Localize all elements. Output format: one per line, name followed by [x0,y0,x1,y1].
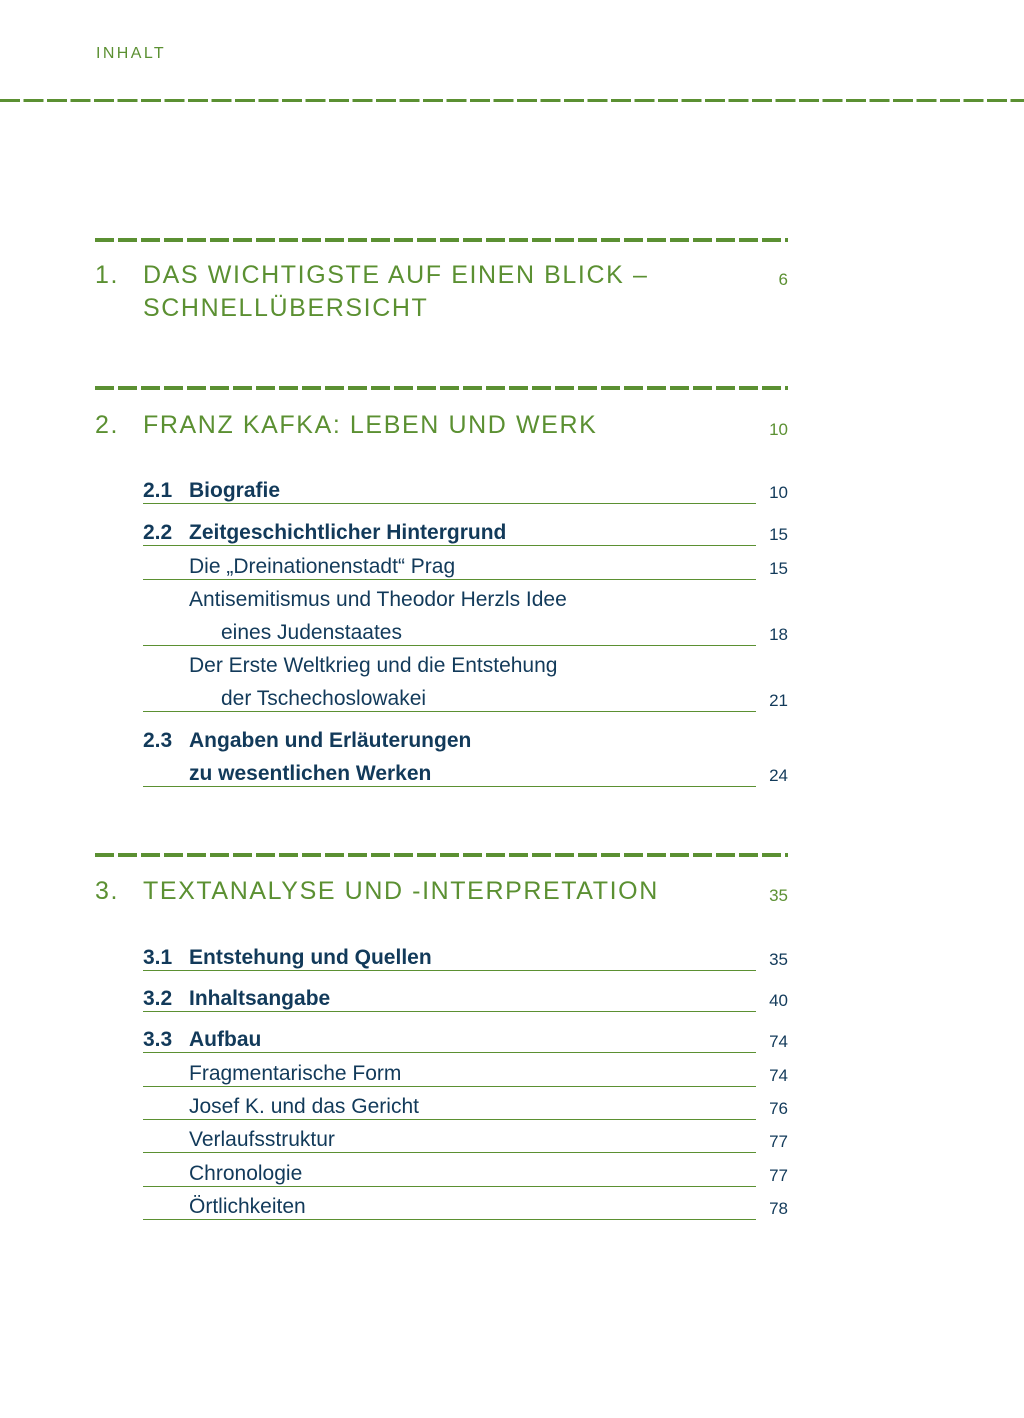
dot-leader [143,1052,756,1053]
entry-page-number: 74 [769,1066,788,1085]
entry-title: Josef K. und das Gericht [189,1095,429,1119]
entry-page-number: 77 [769,1166,788,1185]
entry-title-line-2: zu wesentlichen Werken [189,762,441,786]
entry-title: Entstehung und Quellen [189,946,442,970]
entry-number: 3.3 [143,1028,173,1051]
toc-entry-2-1[interactable] [143,479,788,513]
chapter-3-dashed-rule [95,853,788,857]
dot-leader [143,1186,756,1187]
toc-entry-oertlichkeiten[interactable] [143,1195,788,1229]
toc-entry-fragmentarische-form[interactable] [143,1062,788,1096]
dot-leader [143,503,756,504]
entry-page-number: 78 [769,1199,788,1218]
entry-number: 3.1 [143,946,173,969]
entry-number: 2.1 [143,479,173,502]
entry-page-number: 40 [769,991,788,1010]
dot-leader [143,970,756,971]
entry-number: 2.3 [143,729,173,752]
entry-title: Verlaufsstruktur [189,1128,345,1152]
entry-page-number: 15 [769,525,788,544]
running-header: INHALT [96,45,167,62]
dot-leader [143,1086,756,1087]
entry-title: Inhaltsangabe [189,987,340,1011]
toc-entry-3-2[interactable] [143,987,788,1021]
entry-title: Fragmentarische Form [189,1062,411,1086]
toc-entry-3-1[interactable] [143,946,788,980]
chapter-page-number: 10 [769,420,788,439]
dot-leader [143,645,756,646]
entry-page-number: 10 [769,483,788,502]
toc-entry-3-3[interactable] [143,1028,788,1062]
toc-entry-dreinationenstadt[interactable] [143,555,788,589]
entry-page-number: 74 [769,1032,788,1051]
entry-page-number: 76 [769,1099,788,1118]
entry-page-number: 24 [769,766,788,785]
chapter-title: FRANZ KAFKA: LEBEN UND WERK [143,411,598,439]
entry-title-line-2: der Tschechoslowakei [221,687,436,711]
chapter-2-dashed-rule [95,386,788,390]
entry-title-line-1: Antisemitismus und Theodor Herzls Idee [189,588,567,611]
toc-entry-antisemitismus[interactable] [143,621,788,655]
entry-page-number: 15 [769,559,788,578]
chapter-1-dashed-rule [95,238,788,242]
entry-title-line-2: eines Judenstaates [221,621,412,645]
dot-leader [143,1011,756,1012]
dot-leader [143,711,756,712]
entry-title-line-1: Angaben und Erläuterungen [189,729,472,752]
toc-entry-weltkrieg[interactable] [143,687,788,721]
entry-page-number: 77 [769,1132,788,1151]
toc-entry-chronologie[interactable] [143,1162,788,1196]
chapter-page-number: 6 [778,270,788,289]
chapter-number: 3. [95,877,120,905]
dot-leader [143,1119,756,1120]
dot-leader [143,1219,756,1220]
chapter-number: 2. [95,411,120,439]
entry-title-line-1: Der Erste Weltkrieg und die Entstehung [189,654,558,677]
dot-leader [143,545,756,546]
toc-entry-2-2[interactable] [143,521,788,555]
entry-title: Biografie [189,479,290,503]
dot-leader [143,786,756,787]
entry-title: Aufbau [189,1028,271,1052]
chapter-number: 1. [95,261,120,289]
toc-entry-verlaufsstruktur[interactable] [143,1128,788,1162]
chapter-title: DAS WICHTIGSTE AUF EINEN BLICK – SCHNELLÜBERSICHT [143,261,649,322]
toc-entry-2-3[interactable] [143,762,788,796]
entry-page-number: 18 [769,625,788,644]
entry-page-number: 35 [769,950,788,969]
entry-title: Die „Dreinationenstadt“ Prag [189,555,465,579]
chapter-title: TEXTANALYSE UND -INTERPRETATION [143,877,659,905]
entry-number: 2.2 [143,521,173,544]
dot-leader [143,1152,756,1153]
entry-title: Örtlichkeiten [189,1195,316,1219]
dot-leader [143,579,756,580]
header-dashed-rule [0,99,1024,102]
toc-entry-josef-k[interactable] [143,1095,788,1129]
entry-page-number: 21 [769,691,788,710]
entry-title: Zeitgeschichtlicher Hintergrund [189,521,516,545]
entry-title: Chronologie [189,1162,312,1186]
entry-number: 3.2 [143,987,173,1010]
chapter-page-number: 35 [769,886,788,905]
